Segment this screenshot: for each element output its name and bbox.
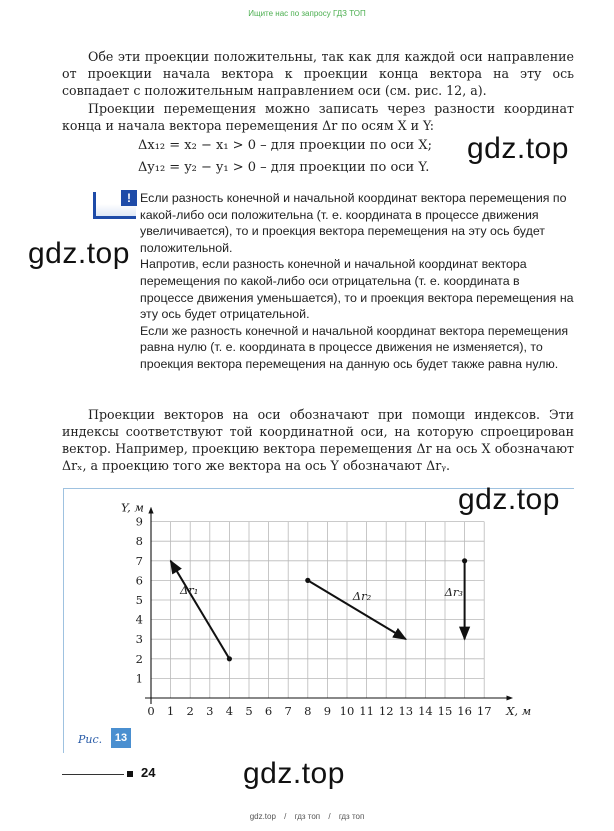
x-tick-label: 16 [457, 704, 472, 718]
vector-1-label: Δr₁ [180, 582, 199, 597]
x-tick-label: 17 [476, 704, 492, 718]
bottom-link-1[interactable]: gdz.top [249, 812, 276, 821]
x-tick-label: 14 [418, 704, 433, 718]
watermark-4: gdz.top [243, 757, 345, 790]
x-tick-label: 5 [245, 704, 253, 718]
paragraph-projections-positive [62, 48, 574, 99]
x-tick-label: 2 [186, 704, 194, 718]
watermark-1: gdz.top [467, 132, 569, 165]
x-tick-label: 7 [284, 704, 292, 718]
vector-1-start-point [227, 656, 232, 661]
x-axis-label: X, м [506, 704, 532, 718]
exclamation-icon: ! [121, 190, 137, 206]
bottom-sep-1: / [284, 812, 287, 821]
bottom-link-2[interactable]: гдз топ [294, 812, 321, 821]
watermark-2: gdz.top [28, 237, 130, 270]
vectors [171, 558, 468, 661]
x-tick-label: 0 [147, 704, 155, 718]
bottom-sep-2: / [328, 812, 331, 821]
bottom-links [0, 812, 614, 821]
rule-positive: Если разность конечной и начальной координат вектора перемещения по какой-либо оси положительна (т. е. координата в процессе движения увеличивается), то и проекция вектора перемещения на эту ось будет положительной. [140, 191, 567, 255]
page-rule [62, 774, 124, 775]
paragraph-1: Обе эти проекции положительны, так как для каждой оси направление от проекции начала вектора к проекции конца вектора на эту ось совпадает с положительным направлением оси (см. рис. 12, а). [62, 49, 574, 98]
x-tick-label: 8 [304, 704, 312, 718]
x-tick-label: 15 [437, 704, 453, 718]
y-tick-label: 3 [135, 632, 143, 647]
vector-figure [63, 490, 543, 730]
y-tick-label: 2 [135, 651, 143, 666]
paragraph-indices [62, 406, 574, 474]
axes [145, 508, 512, 704]
rule-zero: Если же разность конечной и начальной координат вектора перемещения равна нулю (т. е. координата в процессе движения не изменяется), то проекция вектора перемещения на данную ось будет также равна нулю. [140, 323, 569, 371]
x-tick-label: 3 [206, 704, 214, 718]
figure-number: 13 [111, 728, 131, 748]
x-tick-label: 10 [339, 704, 355, 718]
paragraph-2: Проекции перемещения можно записать через разности координат конца и начала вектора перемещения Δr по осям X и Y: [62, 101, 574, 133]
y-tick-label: 1 [135, 671, 143, 686]
paragraph-displacement [62, 100, 574, 134]
paragraph-3: Проекции векторов на оси обозначают при помощи индексов. Эти индексы соответствуют той координатной оси, на которую спроецирован вектор. Например, проекцию вектора перемещения Δr на ось X обозначают Δrₓ, а проекцию того же вектора на ось Y обозначают Δrᵧ. [62, 407, 574, 473]
formula-x: Δx₁₂ = x₂ − x₁ > 0 – для проекции по оси X; [138, 138, 432, 153]
y-tick-label: 4 [135, 612, 143, 627]
tick-labels [121, 501, 531, 718]
vector-3-label: Δr₃ [444, 585, 464, 599]
y-axis-label: Y, м [121, 500, 144, 515]
y-tick-label: 9 [135, 514, 143, 529]
vector-2-label: Δr₂ [352, 588, 372, 603]
y-tick-label: 7 [135, 553, 143, 568]
formula-y: Δy₁₂ = y₂ − y₁ > 0 – для проекции по оси Y. [138, 160, 430, 175]
y-tick-label: 8 [135, 534, 143, 549]
x-tick-label: 6 [264, 704, 273, 718]
page-marker [127, 771, 133, 777]
figure-caption: Рис. [78, 733, 103, 746]
bottom-link-3[interactable]: гдз топ [338, 812, 365, 821]
rule-negative: Напротив, если разность конечной и начальной координат вектора перемещения по какой-либо оси отрицательна (т. е. координата в процессе движения уменьшается), то и проекция вектора перемещения на эту ось будет отрицательной. [140, 257, 574, 322]
top-search-link[interactable]: Ищите нас по запросу ГДЗ ТОП [248, 9, 366, 18]
x-tick-label: 4 [225, 704, 234, 718]
x-tick-label: 11 [359, 704, 374, 718]
x-tick-label: 12 [378, 704, 394, 718]
y-tick-label: 5 [135, 593, 143, 607]
x-tick-label: 9 [323, 704, 332, 718]
vector-3-start-point [462, 558, 467, 563]
rule-block [140, 190, 575, 373]
x-tick-label: 13 [398, 704, 414, 718]
x-tick-label: 1 [166, 704, 175, 718]
y-tick-label: 6 [135, 573, 143, 588]
page-number: 24 [141, 765, 156, 780]
important-note-icon [93, 192, 136, 219]
vector-2-start-point [305, 578, 310, 583]
vector-1-arrow [171, 561, 230, 659]
watermark-3: gdz.top [458, 483, 560, 516]
